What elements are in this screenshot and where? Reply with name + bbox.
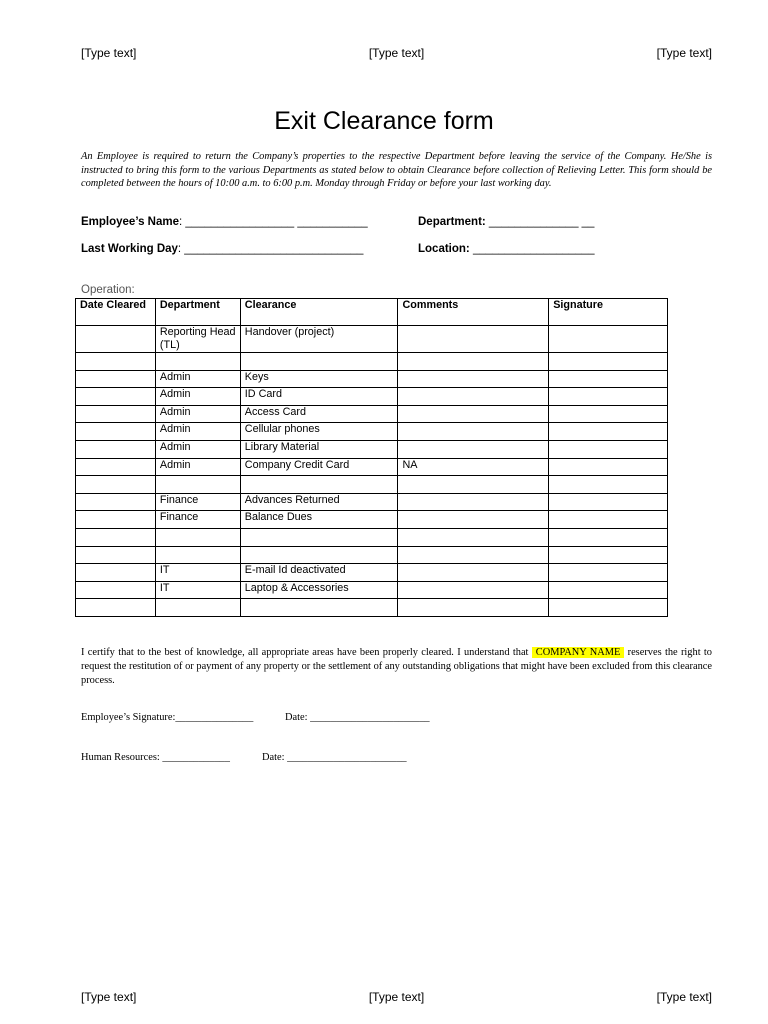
table-row: [76, 458, 668, 476]
signature-cell[interactable]: [549, 599, 668, 617]
comments-cell[interactable]: [398, 326, 549, 353]
signature-cell[interactable]: [549, 405, 668, 423]
footer-center-text[interactable]: [Type text]: [368, 990, 425, 1004]
signature-cell[interactable]: [549, 493, 668, 511]
header-left-text[interactable]: [Type text]: [81, 46, 137, 60]
table-row: [76, 353, 668, 371]
date-cleared-cell[interactable]: [76, 353, 156, 371]
department-cell: Admin: [155, 423, 240, 441]
clearance-cell: Access Card: [240, 405, 398, 423]
clearance-cell: ID Card: [240, 388, 398, 406]
clearance-cell: Advances Returned: [240, 493, 398, 511]
department-cell: IT: [155, 564, 240, 582]
signature-cell[interactable]: [549, 528, 668, 546]
clearance-cell: Handover (project): [240, 326, 398, 353]
intro-paragraph: An Employee is required to return the Company’s properties to the respective Department before leaving the service of the Company. He/She is instructed to bring this form to the various Departments as stated below to obtain Clearance before collection of Relieving Letter. This form should be completed between the hours of 10:00 a.m. to 6:00 p.m. Monday through Friday or before your last working day.: [81, 151, 712, 189]
comments-cell[interactable]: [398, 405, 549, 423]
comments-cell[interactable]: [398, 423, 549, 441]
employee-name-label: Employee’s Name: [81, 216, 180, 228]
comments-cell[interactable]: [398, 581, 549, 599]
table-row: [76, 599, 668, 617]
table-row: [76, 405, 668, 423]
department-line[interactable]: ______________ __: [485, 216, 595, 228]
col-header-comments: Comments: [398, 299, 549, 326]
operation-label: Operation:: [81, 284, 135, 296]
department-field[interactable]: [418, 216, 594, 228]
comments-cell[interactable]: [398, 476, 549, 494]
department-label: Department:: [418, 216, 486, 228]
comments-cell[interactable]: [398, 493, 549, 511]
last-working-day-field[interactable]: [81, 243, 363, 255]
table-row: [76, 326, 668, 353]
signature-cell[interactable]: [549, 388, 668, 406]
department-cell: Admin: [155, 405, 240, 423]
signature-cell[interactable]: [549, 511, 668, 529]
table-row: [76, 511, 668, 529]
header-right-text[interactable]: [Type text]: [656, 46, 712, 60]
col-header-signature: Signature: [549, 299, 668, 326]
employee-signature-line[interactable]: Employee’s Signature:_______________: [81, 712, 254, 723]
signature-cell[interactable]: [549, 423, 668, 441]
comments-cell[interactable]: [398, 564, 549, 582]
page-footer: [81, 990, 712, 1006]
date-cleared-cell[interactable]: [76, 388, 156, 406]
comments-cell[interactable]: [398, 353, 549, 371]
table-row: [76, 528, 668, 546]
signature-cell[interactable]: [549, 353, 668, 371]
department-cell: Admin: [155, 388, 240, 406]
page-header: [81, 46, 712, 62]
signature-cell[interactable]: [549, 440, 668, 458]
date-cleared-cell[interactable]: [76, 564, 156, 582]
footer-left-text[interactable]: [Type text]: [81, 990, 137, 1004]
signature-cell[interactable]: [549, 458, 668, 476]
department-cell: Admin: [155, 458, 240, 476]
date-cleared-cell[interactable]: [76, 528, 156, 546]
employee-date-line[interactable]: Date: _______________________: [285, 712, 430, 723]
header-center-text[interactable]: [Type text]: [368, 46, 425, 60]
date-cleared-cell[interactable]: [76, 423, 156, 441]
hr-date-line[interactable]: Date: _______________________: [262, 752, 407, 763]
date-cleared-cell[interactable]: [76, 326, 156, 353]
clearance-cell: [240, 528, 398, 546]
clearance-cell: Keys: [240, 370, 398, 388]
clearance-table: [75, 298, 668, 617]
date-cleared-cell[interactable]: [76, 405, 156, 423]
department-cell: Finance: [155, 511, 240, 529]
clearance-cell: Balance Dues: [240, 511, 398, 529]
last-working-day-label: Last Working Day: [81, 243, 178, 255]
table-row: [76, 440, 668, 458]
location-label: Location:: [418, 243, 470, 255]
last-working-day-line[interactable]: : ____________________________: [177, 243, 364, 255]
signature-cell[interactable]: [549, 581, 668, 599]
certification-paragraph: [81, 646, 712, 688]
comments-cell[interactable]: [398, 388, 549, 406]
department-cell: Admin: [155, 370, 240, 388]
clearance-cell: Laptop & Accessories: [240, 581, 398, 599]
clearance-cell: [240, 353, 398, 371]
col-header-clearance: Clearance: [240, 299, 398, 326]
department-cell: Admin: [155, 440, 240, 458]
table-row: [76, 476, 668, 494]
table-row: [76, 564, 668, 582]
comments-cell[interactable]: [398, 546, 549, 564]
date-cleared-cell[interactable]: [76, 370, 156, 388]
clearance-cell: [240, 546, 398, 564]
form-title: Exit Clearance form: [274, 107, 494, 135]
signature-cell[interactable]: [549, 476, 668, 494]
certification-text-after: reserves the right to request the restitution of or payment of any property or the settlement of any outstanding obligations that might have been excluded from this clearance process.: [81, 647, 712, 686]
date-cleared-cell[interactable]: [76, 440, 156, 458]
clearance-cell: Cellular phones: [240, 423, 398, 441]
signature-cell[interactable]: [549, 326, 668, 353]
comments-cell[interactable]: [398, 528, 549, 546]
comments-cell[interactable]: [398, 370, 549, 388]
date-cleared-cell[interactable]: [76, 476, 156, 494]
col-header-department: Department: [155, 299, 240, 326]
department-cell: IT: [155, 581, 240, 599]
location-field[interactable]: [418, 243, 594, 255]
signature-cell[interactable]: [549, 546, 668, 564]
clearance-cell: E-mail Id deactivated: [240, 564, 398, 582]
date-cleared-cell[interactable]: [76, 546, 156, 564]
comments-cell[interactable]: [398, 440, 549, 458]
department-cell: [155, 353, 240, 371]
company-name-highlight[interactable]: COMPANY NAME: [532, 647, 625, 658]
table-row: [76, 388, 668, 406]
clearance-cell: [240, 599, 398, 617]
date-cleared-cell[interactable]: [76, 458, 156, 476]
location-line[interactable]: ___________________: [469, 243, 595, 255]
footer-right-text[interactable]: [Type text]: [656, 990, 712, 1004]
employee-name-field[interactable]: [81, 216, 368, 228]
clearance-cell: Company Credit Card: [240, 458, 398, 476]
comments-cell[interactable]: NA: [398, 458, 549, 476]
date-cleared-cell[interactable]: [76, 493, 156, 511]
table-row: [76, 370, 668, 388]
signature-cell[interactable]: [549, 370, 668, 388]
col-header-date-cleared: Date Cleared: [76, 299, 156, 326]
table-row: [76, 423, 668, 441]
table-row: [76, 493, 668, 511]
comments-cell[interactable]: [398, 511, 549, 529]
department-cell: [155, 599, 240, 617]
date-cleared-cell[interactable]: [76, 511, 156, 529]
hr-signature-line[interactable]: Human Resources: _____________: [81, 752, 230, 763]
table-row: [76, 581, 668, 599]
table-row: [76, 546, 668, 564]
certification-text-before: I certify that to the best of knowledge, all appropriate areas have been properly cleared. I understand that: [81, 647, 532, 658]
date-cleared-cell[interactable]: [76, 581, 156, 599]
department-cell: [155, 476, 240, 494]
clearance-cell: [240, 476, 398, 494]
comments-cell[interactable]: [398, 599, 549, 617]
department-cell: [155, 528, 240, 546]
department-cell: Reporting Head (TL): [155, 326, 240, 353]
date-cleared-cell[interactable]: [76, 599, 156, 617]
employee-name-line[interactable]: : _________________ ___________: [179, 216, 368, 228]
clearance-cell: Library Material: [240, 440, 398, 458]
signature-cell[interactable]: [549, 564, 668, 582]
department-cell: Finance: [155, 493, 240, 511]
department-cell: [155, 546, 240, 564]
